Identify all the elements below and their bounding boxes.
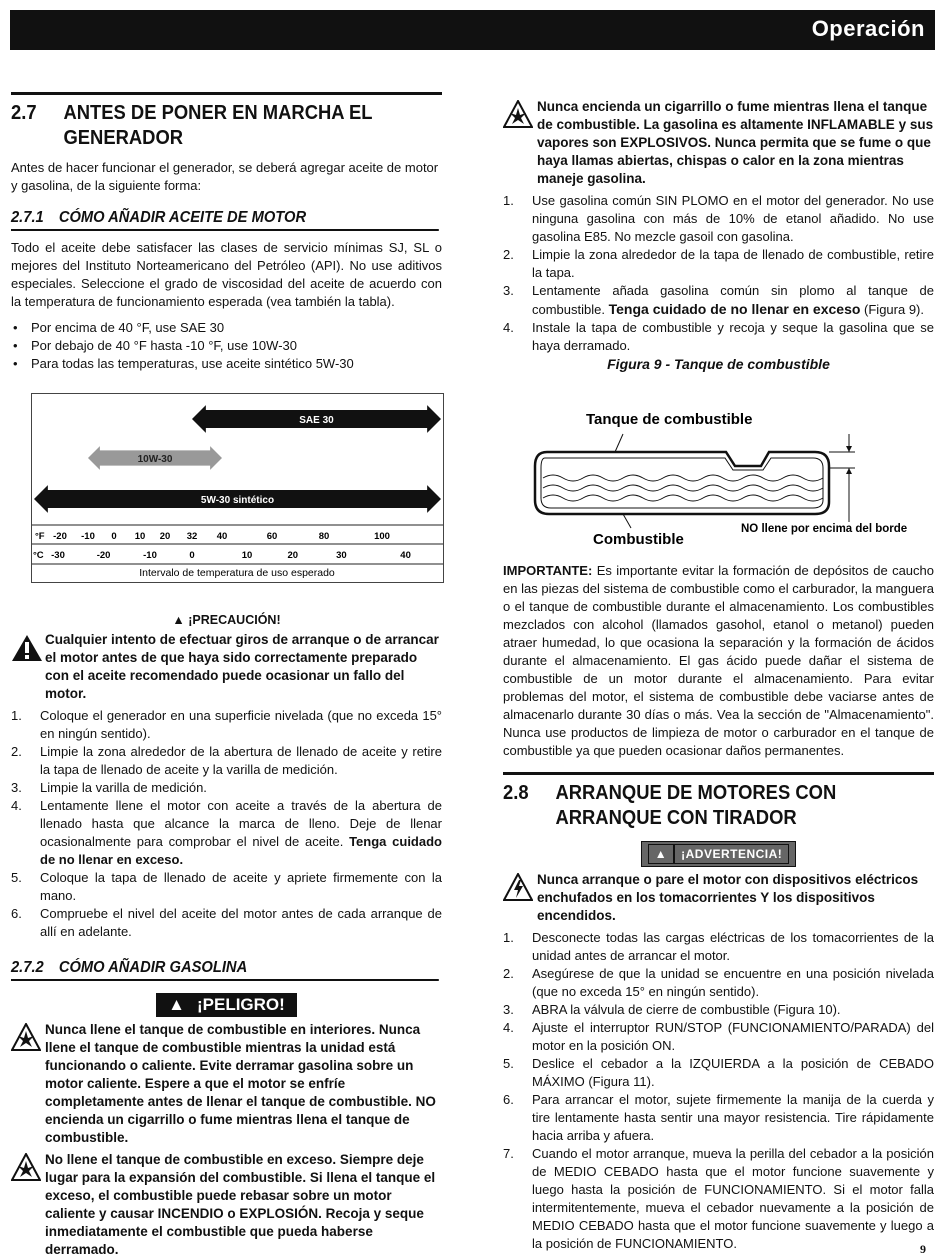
step-text: Limpie la varilla de medición. (40, 780, 207, 795)
c-tick-label: 30 (336, 550, 347, 561)
step-text: Desconecte todas las cargas eléctricas de los tomacorrientes de la unidad antes de arrancar el motor. (532, 930, 934, 963)
step-text: Coloque el generador en una superficie nivelada (que no exceda 15° en ningún sentido). (40, 708, 442, 741)
left-column (11, 92, 442, 1259)
tank-label: Tanque de combustible (586, 411, 753, 428)
f-tick-label: -10 (81, 531, 95, 542)
danger-text: No llene el tanque de combustible en exceso. Siempre deje lugar para la expansión del combustible. Si llena el tanque el exceso, el combustible puede rebasar sobre un motor caliente y causar INCENDIO o EXPLOSIÓN. Recoja y seque inmediatamente el combustible que pueda haberse derramado. (45, 1152, 436, 1257)
list-item (11, 797, 442, 869)
step-number: 3. (11, 780, 22, 795)
step-number: 5. (503, 1056, 514, 1071)
step-number: 3. (503, 1002, 514, 1017)
step-text: Para arrancar el motor, sujete firmemente la manija de la cuerda y tire lentamente hasta sentir una mayor resistencia. Tire rápidamente hacia arriba y afuera. (532, 1092, 934, 1143)
step-text: Asegúrese de que la unidad se encuentre en una posición nivelada (que no exceda 15° en ningún sentido). (532, 966, 934, 999)
fuel-label: Combustible (593, 531, 684, 548)
list-item (11, 905, 442, 941)
list-item (503, 282, 934, 319)
subsection-number: 2.7.2 (11, 959, 44, 976)
list-item (503, 1019, 934, 1055)
caution-label: ¡PRECAUCIÓN! (188, 613, 281, 627)
explosion-hazard-icon (503, 98, 537, 188)
step-text (532, 282, 934, 319)
danger-block-1 (11, 1021, 442, 1147)
oil-paragraph: Todo el aceite debe satisfacer las clases de servicio mínimas SJ, SL o mejores del Instituto Norteamericano del Petróleo (API). No use aditivos especiales. Seleccione el grado de viscosidad del aceite de acuerdo con la temperatura de funcionamiento esperada (vea también la tabla). (11, 240, 442, 309)
fuel-tank-figure (503, 372, 934, 562)
bullet-item: • Por encima de 40 °F, use SAE 30 (11, 319, 442, 337)
c-tick-label: 0 (189, 550, 195, 561)
f-tick-label: -20 (53, 531, 67, 542)
danger-badge (11, 993, 442, 1017)
subsection-2-7-2-heading (11, 959, 439, 981)
list-item (11, 707, 442, 743)
warning-badge (503, 841, 934, 867)
important-text: Es importante evitar la formación de depósitos de caucho en las piezas del sistema de combustible como el carburador, la manguera o el tanque de combustible durante el almacenamiento. Los combustibles mezclados con alcohol (llamados gasohol, etanol o metanol) pueden atraer humedad, lo que ocasiona la separación y la formación de ácidos durante el almacenamiento. El gas ácido puede dañar el sistema de combustible de un motor durante el almacenamiento. Para evitar problemas del motor, el sistema de combustible debe vaciarse antes de almacenarlo durante 30 días o más. Vea la sección de "Almacenamiento". Nunca use productos de limpieza de motor o carburador en el tanque de combustible ya que pueden ocasionar daños permanentes. (503, 563, 934, 758)
list-item (503, 192, 934, 246)
bullet-item: • Para todas las temperaturas, use aceite sintético 5W-30 (11, 355, 442, 373)
list-item (503, 1055, 934, 1091)
important-paragraph (503, 562, 934, 760)
f-axis-label: °F (35, 531, 45, 542)
figure-9-caption: Figura 9 - Tanque de combustible (607, 356, 830, 372)
list-item (11, 779, 442, 797)
f-tick-label: 40 (216, 531, 228, 542)
f-tick-label: 80 (318, 531, 330, 542)
c-tick-label: 10 (241, 550, 253, 561)
step-text-plain: Lentamente añada gasolina común sin plomo al tanque de combustible. (532, 283, 934, 317)
step-number: 7. (503, 1146, 514, 1161)
danger-text: Nunca encienda un cigarrillo o fume mientras llena el tanque de combustible. La gasolina es altamente INFLAMABLE y sus vapores son EXPLOSIVOS. Nunca permita que se fume o que haya llamas abiertas, chispas o calor en la zona mientras maneje gasolina. (537, 99, 934, 186)
warning-text: Nunca arranque o pare el motor con dispositivos eléctricos enchufados en los tomacorrientes Y los dispositivos encendidos. (537, 872, 919, 923)
subsection-2-7-1-heading (11, 209, 439, 231)
c-tick-label: -30 (51, 550, 65, 561)
step-number: 2. (503, 966, 514, 981)
section-intro: Antes de hacer funcionar el generador, se deberá agregar aceite de motor y gasolina, de la siguiente forma: (11, 160, 439, 193)
step-text: Coloque la tapa de llenado de aceite y apriete firmemente con la mano. (40, 870, 442, 903)
f-tick-label: 0 (111, 531, 117, 542)
danger-block-3 (503, 98, 934, 188)
warning-label: ¡ADVERTENCIA! (674, 844, 789, 864)
f-tick-label: 32 (186, 531, 198, 542)
step-text: Limpie la zona alrededor de la tapa de llenado de combustible, retire la tapa. (532, 247, 934, 280)
section-2-8-heading (503, 781, 931, 831)
rim-label: NO llene por encima del borde (741, 523, 908, 535)
list-item (503, 1001, 934, 1019)
step-text: Deslice el cebador a la IZQUIERDA a la posición de CEBADO MÁXIMO (Figura 11). (532, 1056, 934, 1089)
step-text-plain: Lentamente llene el motor con aceite a través de la abertura de llenado hasta que alcance la marca de lleno. Deje de llenar ocasionalmente para comprobar el nivel de aceite. (40, 798, 442, 849)
c-tick-label: 20 (287, 550, 299, 561)
explosion-hazard-icon (11, 1151, 45, 1259)
list-item (11, 869, 442, 905)
fuel-steps (503, 192, 934, 355)
warning-block (503, 871, 934, 925)
step-text: Cuando el motor arranque, mueva la perilla del cebador a la posición de MEDIO CEBADO hasta que el motor funcione suavemente y luego hasta la posición de FUNCIONAMIENTO. Si el motor falla intermitentemente, mueva el cebador nuevamente a la posición de MEDIO CEBADO hasta que el motor funcione suavemente y luego a la posición de FUNCIONAMIENTO. (532, 1146, 934, 1251)
list-item (503, 319, 934, 355)
step-number: 5. (11, 870, 22, 885)
list-item (503, 965, 934, 1001)
series-label: SAE 30 (299, 415, 334, 426)
section-rule (503, 772, 934, 775)
subsection-title: CÓMO AÑADIR GASOLINA (58, 959, 248, 976)
oil-chart-svg (32, 394, 443, 582)
step-number: 6. (11, 906, 22, 921)
step-text: Compruebe el nivel del aceite del motor antes de cada arranque de allí en adelante. (40, 906, 442, 939)
page-header-title: Operación (811, 16, 925, 41)
caution-block (11, 631, 442, 703)
step-text-bold: Tenga cuidado de no llenar en exceso (608, 301, 861, 317)
important-label: IMPORTANTE: (503, 563, 593, 578)
list-item (503, 246, 934, 282)
step-text-bold: Tenga cuidado de no llenar en exceso. (40, 834, 442, 867)
warning-triangle-icon: ▲ (162, 994, 191, 1016)
danger-label: ¡PELIGRO! (191, 994, 291, 1016)
f-tick-label: 100 (374, 531, 390, 542)
danger-block-2 (11, 1151, 442, 1259)
list-item (503, 929, 934, 965)
oil-temperature-chart (31, 393, 444, 583)
step-number: 4. (11, 798, 22, 813)
section-title: ANTES DE PONER EN MARCHA EL GENERADOR (63, 102, 373, 149)
step-number: 6. (503, 1092, 514, 1107)
page-number: 9 (920, 1242, 926, 1256)
start-steps (503, 929, 934, 1253)
step-number: 2. (11, 744, 22, 759)
warning-label-box (641, 841, 797, 867)
caution-text: Cualquier intento de efectuar giros de arranque o de arrancar el motor antes de que haya sido correctamente preparado con el aceite recomendado puede ocasionar un fallo del motor. (45, 632, 439, 701)
step-text: Use gasolina común SIN PLOMO en el motor del generador. No use ninguna gasolina con más de 10% de etanol añadido. No use gasolina E85. No mezcle gasoil con gasolina. (532, 193, 934, 244)
step-text: Instale la tapa de combustible y recoja y seque la gasolina que se haya derramado. (532, 320, 934, 353)
bullet-item: • Por debajo de 40 °F hasta -10 °F, use 10W-30 (11, 337, 442, 355)
oil-steps (11, 707, 442, 941)
danger-label-box (156, 993, 297, 1017)
oil-bullets (11, 319, 442, 373)
warning-triangle-icon: ▲ (648, 844, 674, 864)
list-item (503, 1091, 934, 1145)
section-2-7-heading (11, 101, 439, 151)
step-text (40, 797, 442, 869)
right-column (503, 92, 934, 1253)
step-text: Ajuste el interruptor RUN/STOP (FUNCIONAMIENTO/PARADA) del motor en la posición ON. (532, 1020, 934, 1053)
danger-text: Nunca llene el tanque de combustible en interiores. Nunca llene el tanque de combustible mientras la unidad está funcionando o caliente. Evite derramar gasolina sobre un motor caliente. Espere a que el motor se enfríe completamente antes de llenar el tanque de combustible. NO encienda un cigarrillo o fume mientras llena el tanque de combustible. (45, 1022, 436, 1145)
section-rule (11, 92, 442, 95)
step-number: 1. (503, 930, 514, 945)
c-axis-label: °C (33, 550, 44, 561)
explosion-hazard-icon (11, 1021, 45, 1147)
step-text: Limpie la zona alrededor de la abertura de llenado de aceite y retire la tapa de llenado de aceite y la varilla de medición. (40, 744, 442, 777)
step-number: 1. (503, 193, 514, 208)
subsection-number: 2.7.1 (11, 209, 44, 226)
subsection-title: CÓMO AÑADIR ACEITE DE MOTOR (58, 209, 307, 226)
caution-title (11, 613, 442, 627)
step-number: 4. (503, 320, 514, 335)
section-title: ARRANQUE DE MOTORES CON ARRANQUE CON TIRADOR (555, 782, 837, 829)
fuel-tank-svg (503, 372, 934, 562)
x-axis-title: Intervalo de temperatura de uso esperado (139, 567, 335, 579)
section-number: 2.7 (11, 102, 37, 124)
series-label: 10W-30 (137, 454, 173, 465)
step-number: 2. (503, 247, 514, 262)
list-item (503, 1145, 934, 1253)
header-bar (10, 10, 935, 50)
series-label: 5W-30 sintético (200, 495, 275, 506)
step-text: ABRA la válvula de cierre de combustible (Figura 10). (532, 1002, 841, 1017)
c-tick-label: -10 (143, 550, 157, 561)
electric-shock-icon (503, 871, 537, 925)
list-item (11, 743, 442, 779)
exclamation-warning-icon (11, 631, 45, 703)
step-number: 1. (11, 708, 22, 723)
step-text-after: (Figura 9). (860, 302, 924, 317)
step-number: 3. (503, 283, 514, 298)
c-tick-label: 40 (400, 550, 411, 561)
f-tick-label: 20 (159, 531, 171, 542)
step-number: 4. (503, 1020, 514, 1035)
f-tick-label: 60 (266, 531, 278, 542)
warning-triangle-icon: ▲ (172, 613, 185, 627)
f-tick-label: 10 (134, 531, 146, 542)
c-tick-label: -20 (96, 550, 111, 561)
section-number: 2.8 (503, 782, 529, 804)
